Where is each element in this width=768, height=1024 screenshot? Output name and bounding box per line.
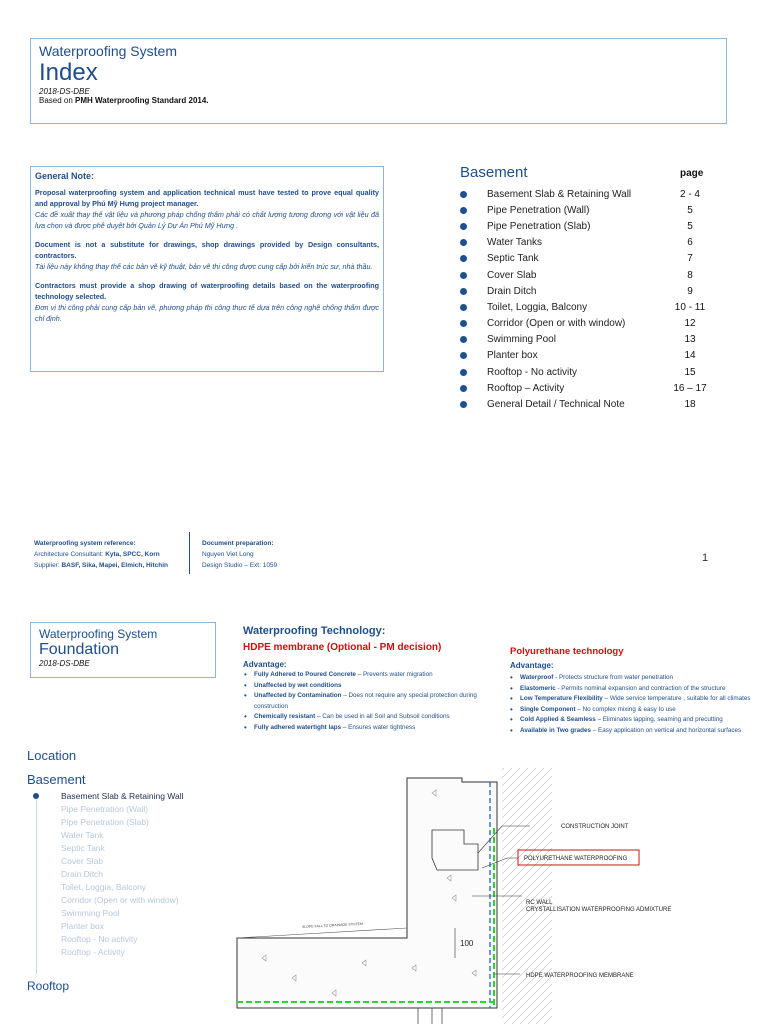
bullet-icon [460,191,467,198]
location-item[interactable]: Water Tank [61,830,104,840]
list-item: • Low Temperature Flexibility – Wide service temperature , suitable for all climates [508,694,766,705]
page-title: Foundation [39,641,120,658]
label-admixture: CRYSTALLISATION WATERPROOFING ADMIXTURE [526,907,672,913]
note-p2-en: Document is not a substitute for drawings, shop drawings provided by Design consultants, contractors. [35,240,379,260]
location-item[interactable]: Toilet, Loggia, Balcony [61,882,147,892]
location-item[interactable]: Septic Tank [61,843,105,853]
foundation-title-box [30,622,216,678]
label-rc-wall: RC WALL [526,900,553,906]
bullet-icon [460,320,467,327]
toc-item[interactable]: Swimming Pool 13 [460,332,720,348]
note-p1-vi: Các đề xuất thay thế vật liệu và phương pháp chống thấm phải có chất lượng tương đương với vật liệu đã lựa chọn và được phê duyệt bởi Quản Lý Dự Án Phú Mỹ Hưng . [35,210,379,230]
label-pu-waterproofing: POLYURETHANE WATERPROOFING [524,856,628,862]
bullet-icon [460,288,467,295]
concrete-section [237,778,497,1008]
bullet-icon [460,401,467,408]
doc-code: 2018-DS-DBE [39,87,90,96]
bullet-icon [460,255,467,262]
list-item: • Unaffected by wet conditions [242,681,504,692]
bullet-icon [460,336,467,343]
location-item-active[interactable]: Basement Slab & Retaining Wall [32,791,184,804]
toc-item[interactable]: Cover Slab 8 [460,267,720,283]
label-hdpe-membrane: HDPE WATERPROOFING MEMBRANE [526,973,634,979]
toc-item[interactable]: Water Tanks 6 [460,235,720,251]
reference-block [34,538,168,571]
toc-item[interactable]: General Detail / Technical Note 18 [460,396,720,412]
toc-item[interactable]: Corridor (Open or with window) 12 [460,316,720,332]
bullet-icon [460,207,467,214]
hdpe-advantages [242,670,504,733]
architecture-consultant: Architecture Consultant: Kyta, SPCC, Korn [34,551,160,558]
label-construction-joint: CONSTRUCTION JOINT [561,824,629,830]
reference-heading: Waterproofing system reference: [34,540,136,547]
location-item[interactable]: Drain Ditch [61,869,104,879]
hdpe-heading: HDPE membrane (Optional - PM decision) [243,642,442,653]
preparer-name: Nguyen Viet Long [202,551,254,558]
index-title-box [30,38,727,124]
toc-page-heading: page [680,168,704,179]
list-item: • Chemically resistant – Can be used in all Soil and Subsoil conditions [242,712,504,723]
note-p2-vi: Tài liệu này không thay thế các bản vẽ kỹ thuật, bản vẽ thi công được cung cấp bởi kiến trúc sư, nhà thầu. [35,262,373,271]
dimension-value: 100 [460,939,474,948]
toc-list [460,186,720,413]
pu-advantage-label: Advantage: [510,661,554,670]
bullet-icon [460,304,467,311]
list-item: • Fully adhered watertight laps – Ensures water tightness [242,723,504,734]
bullet-icon [460,272,467,279]
note-p3-vi: Đơn vị thi công phải cung cấp bản vẽ, phương pháp thi công thực tế dựa trên công nghệ chống thấm được chỉ định. [35,303,379,323]
toc-heading: Basement [460,164,528,181]
location-item[interactable]: Pipe Penetration (Slab) [61,817,149,827]
location-item[interactable]: Planter box [61,921,104,931]
location-item[interactable]: Rooftop - No activity [61,934,138,944]
doc-code: 2018-DS-DBE [39,659,90,668]
general-note-heading: General Note: [35,171,95,181]
list-item: • Single Component – No complex mixing & easy to use [508,705,766,716]
location-item[interactable]: Swimming Pool [61,908,120,918]
section-drawing [232,768,768,1024]
toc-item[interactable]: Basement Slab & Retaining Wall 2 - 4 [460,186,720,202]
location-item[interactable]: Corridor (Open or with window) [61,895,179,905]
bullet-icon [460,369,467,376]
hdpe-advantage-label: Advantage: [243,660,287,669]
slope-note: SLOPE FALL TO DRAINAGE SYSTEM [301,921,363,929]
list-item: • Fully Adhered to Poured Concrete – Prevents water migration [242,670,504,681]
design-studio: Design Studio – Ext: 1059 [202,562,278,569]
location-item[interactable]: Cover Slab [61,856,104,866]
preparation-heading: Document preparation: [202,540,274,547]
bullet-icon [460,352,467,359]
based-on: Based on PMH Waterproofing Standard 2014. [39,96,209,105]
system-title: Waterproofing System [39,627,158,641]
preparation-block [202,538,277,571]
location-nav [32,791,184,960]
list-item: • Available in Two grades – Easy application on vertical and horizontal surfaces [508,726,766,737]
location-item[interactable]: Rooftop - Activity [61,947,125,957]
tech-heading: Waterproofing Technology: [243,625,386,637]
toc-item[interactable]: Rooftop – Activity 16 – 17 [460,380,720,396]
pu-advantages [508,673,766,736]
pu-heading: Polyurethane technology [510,646,624,657]
list-item: • Waterproof - Protects structure from water penetration [508,673,766,684]
bullet-icon [460,385,467,392]
rooftop-heading: Rooftop [27,979,70,993]
system-title: Waterproofing System [39,43,177,59]
toc-item[interactable]: Rooftop - No activity 15 [460,364,720,380]
toc-item[interactable]: Toilet, Loggia, Balcony 10 - 11 [460,299,720,315]
note-p1-en: Proposal waterproofing system and application technical must have tested to prove equal quality and approval by Phú Mỹ Hưng project manager. [35,188,379,208]
page-number: 1 [702,552,709,564]
toc-item[interactable]: Planter box 14 [460,348,720,364]
location-heading: Location [27,748,77,763]
general-note-box [30,166,384,372]
list-item: • Unaffected by Contamination – Does not require any special protection during construction [242,691,504,712]
toc-item[interactable]: Septic Tank 7 [460,251,720,267]
supplier: Supplier: BASF, Sika, Mapei, Elmich, Hitchin [34,562,169,569]
bottom-arrows [418,1008,442,1024]
location-item[interactable]: Pipe Penetration (Wall) [61,804,149,814]
note-p3-en: Contractors must provide a shop drawing of waterproofing details based on the waterproofing technology selected. [35,281,379,301]
basement-heading: Basement [27,772,86,787]
page-title: Index [39,59,98,86]
toc-item[interactable]: Pipe Penetration (Slab) 5 [460,218,720,234]
toc-item[interactable]: Pipe Penetration (Wall) 5 [460,202,720,218]
toc-item[interactable]: Drain Ditch 9 [460,283,720,299]
bullet-icon [460,239,467,246]
list-item: • Elastomeric - Permits nominal expansion and contraction of the structure [508,684,766,695]
slab-slope [237,928,407,938]
list-item: • Cold Applied & Seamless – Eliminates lapping, seaming and precutting [508,715,766,726]
bullet-icon [460,223,467,230]
footer-divider [189,532,190,574]
